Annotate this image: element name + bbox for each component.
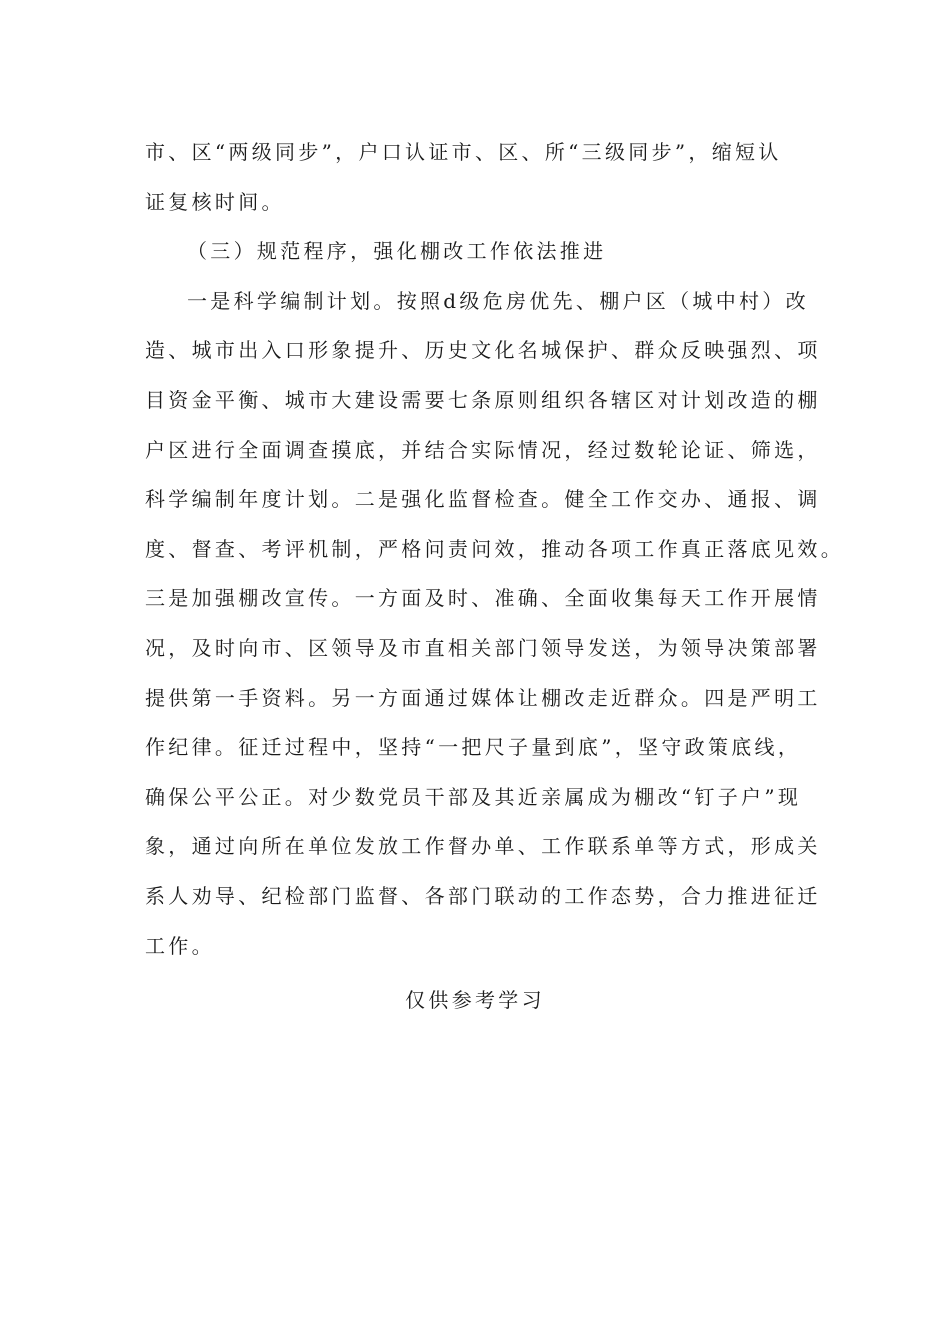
body-line: 造、城市出入口形象提升、历史文化名城保护、群众反映强烈、项 xyxy=(145,338,821,363)
body-line: 户区进行全面调查摸底，并结合实际情况，经过数轮论证、筛选， xyxy=(145,437,821,462)
body-line: 确保公平公正。对少数党员干部及其近亲属成为棚改“钉子户”现 xyxy=(145,784,802,809)
body-line: 市、区“两级同步”，户口认证市、区、所“三级同步”，缩短认 xyxy=(145,140,782,164)
body-line: 工作。 xyxy=(145,933,215,958)
paragraph-first-line: 一是科学编制计划。按照d级危房优先、棚户区（城中村）改 xyxy=(187,288,809,313)
body-line: 科学编制年度计划。二是强化监督检查。健全工作交办、通报、调 xyxy=(145,487,821,512)
body-line: 证复核时间。 xyxy=(145,189,285,214)
section-heading: （三）规范程序，强化棚改工作依法推进 xyxy=(187,239,607,264)
body-line: 系人劝导、纪检部门监督、各部门联动的工作态势，合力推进征迁 xyxy=(145,883,821,908)
body-line: 度、督查、考评机制，严格问责问效，推动各项工作真正落底见效。 xyxy=(145,536,844,561)
body-line: 象，通过向所在单位发放工作督办单、工作联系单等方式，形成关 xyxy=(145,834,821,859)
footer-note: 仅供参考学习 xyxy=(405,988,545,1012)
body-line: 况，及时向市、区领导及市直相关部门领导发送，为领导决策部署 xyxy=(145,635,821,660)
document-body xyxy=(145,132,844,975)
body-line: 目资金平衡、城市大建设需要七条原则组织各辖区对计划改造的棚 xyxy=(145,387,821,412)
body-line: 作纪律。征迁过程中，坚持“一把尺子量到底”，坚守政策底线， xyxy=(145,735,802,760)
body-line: 提供第一手资料。另一方面通过媒体让棚改走近群众。四是严明工 xyxy=(145,685,821,710)
body-line: 三是加强棚改宣传。一方面及时、准确、全面收集每天工作开展情 xyxy=(145,586,821,611)
